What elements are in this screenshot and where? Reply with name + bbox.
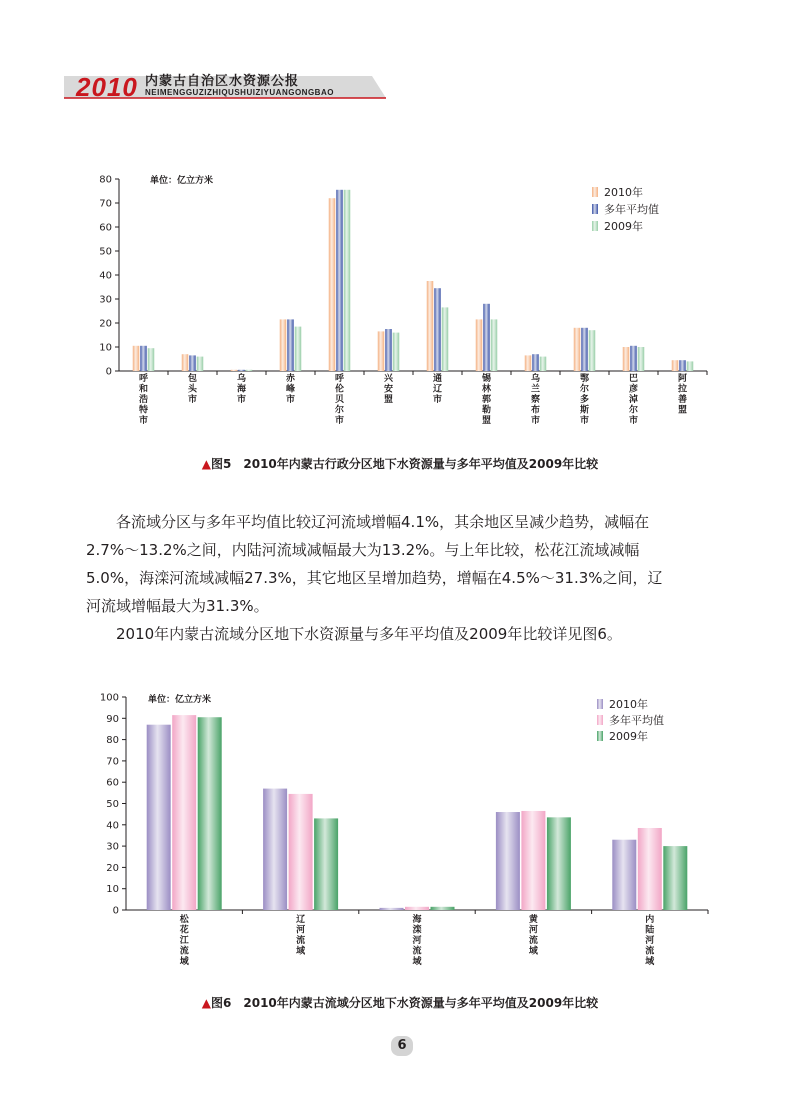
figure6-bar [431, 907, 455, 910]
figure5-y-tick-label: 10 [99, 342, 112, 354]
figure5-category-label: 鄂尔多斯市 [579, 374, 590, 426]
figure-6-caption-marker: ▲ [201, 996, 212, 1010]
figure5-category-label: 呼伦贝尔市 [334, 374, 345, 426]
paragraph-1-line-2: 2.7%～13.2%之间，内陆河流域减幅最大为13.2%。与上年比较，松花江流域减幅 [86, 541, 640, 559]
figure6-y-tick-label: 0 [112, 905, 119, 917]
figure5-category-label: 锡林郭勒盟 [481, 374, 492, 426]
figure6-bar [380, 908, 404, 910]
figure6-y-tick-label: 100 [99, 692, 119, 704]
figure6-bar [172, 715, 196, 910]
figure6-y-tick-label: 70 [106, 756, 119, 768]
figure6-bar [547, 817, 571, 910]
figure-6-caption-text: 图6 2010年内蒙古流域分区地下水资源量与多年平均值及2009年比较 [211, 996, 599, 1010]
paragraph-2-line-1: 2010年内蒙古流域分区地下水资源量与多年平均值及2009年比较详见图6。 [116, 625, 622, 643]
figure6-y-tick-label: 40 [106, 820, 119, 832]
figure6-y-tick-label: 10 [106, 884, 119, 896]
figure5-category-label: 赤峰市 [285, 374, 296, 405]
figure5-category-label: 乌海市 [236, 374, 247, 405]
figure-5-caption-marker: ▲ [201, 457, 212, 471]
figure6-category-label: 松花江流域 [179, 915, 189, 967]
figure6-bar [405, 907, 429, 910]
figure6-category-label: 内陆河流域 [645, 915, 655, 967]
figure5-unit-label: 单位：亿立方米 [150, 176, 214, 186]
page-number: 6 [391, 1036, 413, 1056]
figure5-category-label: 兴安盟 [383, 374, 394, 405]
figure5-y-tick-label: 30 [99, 294, 112, 306]
figure6-bar [496, 812, 520, 910]
figure5-y-tick-label: 70 [99, 198, 112, 210]
figure6-y-tick-label: 20 [106, 862, 119, 874]
figure5-y-tick-label: 80 [99, 174, 112, 186]
figure6-category-label: 黄河流域 [528, 915, 538, 957]
figure5-legend-label: 2010年 [604, 186, 643, 199]
figure6-unit-label: 单位：亿立方米 [148, 695, 212, 705]
figure6-y-tick-label: 60 [106, 777, 119, 789]
figure6-bar [521, 811, 545, 910]
figure6-bar [289, 794, 313, 910]
figure6-legend-label: 2010年 [609, 698, 648, 711]
figure6-bar [263, 789, 287, 910]
figure5-category-label: 包头市 [187, 374, 198, 405]
figure5-category-label: 通辽市 [432, 374, 443, 405]
figure5-category-label: 呼和浩特市 [138, 374, 149, 426]
figure5-category-label: 巴彦淖尔市 [628, 374, 639, 426]
figure-5-caption-text: 图5 2010年内蒙古行政分区地下水资源量与多年平均值及2009年比较 [211, 457, 599, 471]
figure6-bar [198, 717, 222, 910]
figure5-category-label: 阿拉善盟 [677, 374, 688, 416]
figure6-legend-swatch [597, 699, 603, 709]
figure5-y-tick-label: 20 [99, 318, 112, 330]
figure6-legend-label: 2009年 [609, 730, 648, 743]
figure6-bar [638, 828, 662, 910]
figure6-category-label: 海滦河流域 [412, 915, 422, 967]
figure6-legend-swatch [597, 731, 603, 741]
figure6-y-tick-label: 30 [106, 841, 119, 853]
paragraph-1-line-3: 5.0%，海滦河流域减幅27.3%，其它地区呈增加趋势，增幅在4.5%～31.3%之间，辽 [86, 569, 663, 587]
figure5-y-tick-label: 50 [99, 246, 112, 258]
figure6-legend-label: 多年平均值 [609, 714, 664, 727]
header-title: 内蒙古自治区水资源公报 [145, 74, 300, 89]
figure5-category-label: 乌兰察布市 [530, 374, 541, 426]
figure6-legend-swatch [597, 715, 603, 725]
figure6-bar [663, 846, 687, 910]
paragraph-1-line-4: 河流域增幅最大为31.3%。 [86, 597, 269, 615]
figure6-y-tick-label: 80 [106, 735, 119, 747]
figure5-y-tick-label: 0 [105, 366, 112, 378]
figure5-y-tick-label: 60 [99, 222, 112, 234]
figure5-legend-label: 多年平均值 [604, 203, 659, 216]
figure6-bar [612, 840, 636, 910]
paragraph-1-line-1: 各流域分区与多年平均值比较辽河流域增幅4.1%，其余地区呈减少趋势，减幅在 [116, 513, 650, 531]
figure6-category-label: 辽河流域 [296, 915, 306, 957]
figure5-y-tick-label: 40 [99, 270, 112, 282]
figure6-y-tick-label: 50 [106, 799, 119, 810]
figure6-y-tick-label: 90 [106, 713, 119, 725]
figure5-legend-label: 2009年 [604, 220, 643, 233]
header-year: 2010 [76, 72, 138, 102]
figure6-bar [147, 725, 171, 910]
figure-6-caption [0, 994, 800, 1011]
header-subtitle: NEIMENGGUZIZHIQUSHUIZIYUANGONGBAO [145, 88, 334, 97]
figure6-bar [314, 818, 338, 910]
